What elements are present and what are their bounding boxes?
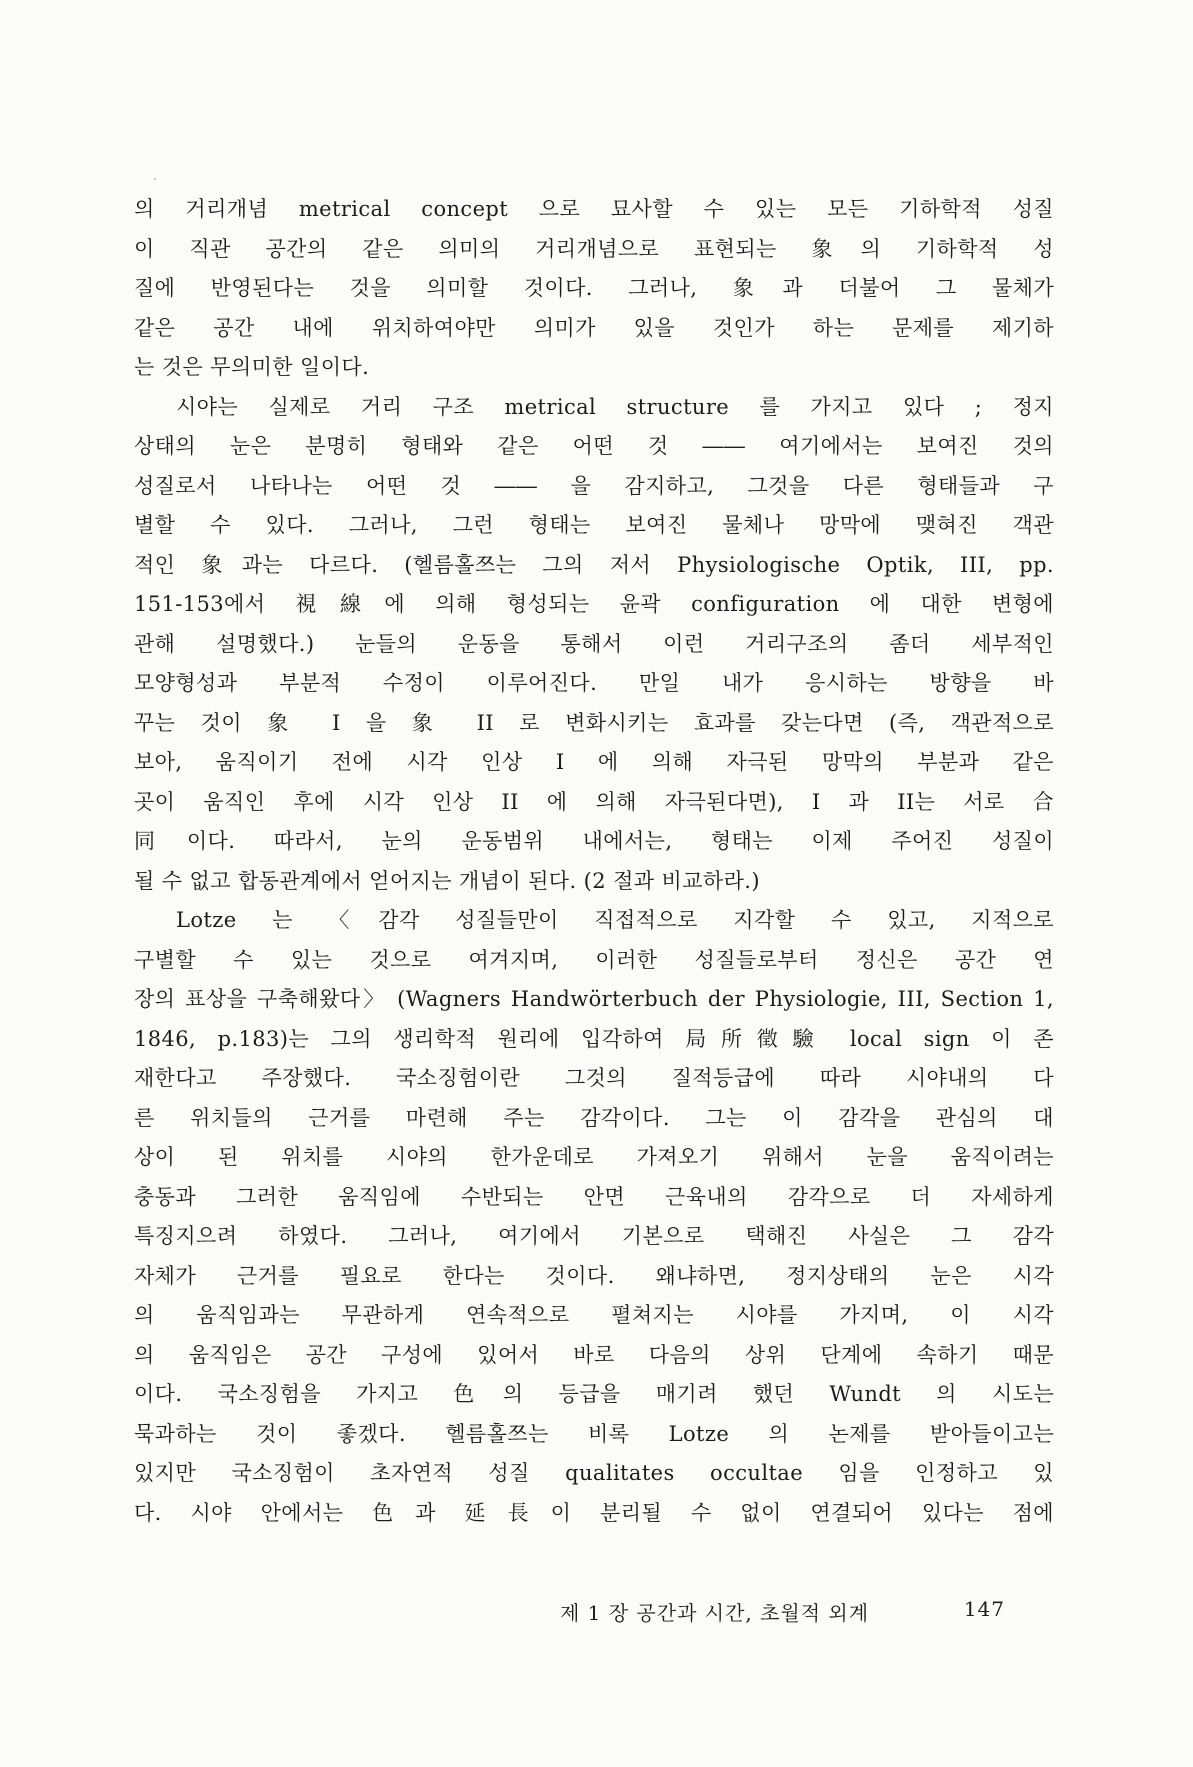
text-line: 장의 표상을 구축해왔다〉 (Wagners Handwörterbuch der Physiologie, III, Section 1,	[134, 987, 1054, 1011]
text-line: 른 위치들의 근거를 마련해 주는 감각이다. 그는 이 감각을 관심의 대	[134, 1105, 1054, 1130]
text-line: 151-153에서 視線에 의해 형성되는 윤곽 configuration 에 대한 변형에	[134, 592, 1054, 616]
scan-speck	[154, 178, 156, 180]
text-line: 다. 시야 안에서는 色과 延長이 분리될 수 없이 연결되어 있다는 점에	[134, 1500, 1054, 1525]
body-text	[134, 190, 1054, 1533]
text-line: 질에 반영된다는 것을 의미할 것이다. 그러나, 象과 더불어 그 물체가	[134, 276, 1054, 300]
text-line: Lotze 는 〈감각 성질들만이 직접적으로 지각할 수 있고, 지적으로	[176, 908, 1054, 932]
text-line: 있지만 국소징험이 초자연적 성질 qualitates occultae 임을 인정하고 있	[134, 1461, 1054, 1485]
text-line: 자체가 근거를 필요로 한다는 것이다. 왜냐하면, 정지상태의 눈은 시각	[134, 1263, 1054, 1288]
page-number: 147	[963, 1597, 1005, 1621]
text-line: 재한다고 주장했다. 국소징험이란 그것의 질적등급에 따라 시야내의 다	[134, 1066, 1054, 1090]
text-line: 관해 설명했다.) 눈들의 운동을 통해서 이런 거리구조의 좀더 세부적인	[134, 631, 1054, 656]
text-line: 같은 공간 내에 위치하여야만 의미가 있을 것인가 하는 문제를 제기하	[134, 315, 1054, 340]
text-line: 구별할 수 있는 것으로 여겨지며, 이러한 성질들로부터 정신은 공간 연	[134, 947, 1054, 972]
text-line: 될 수 없고 합동관계에서 얻어지는 개념이 된다. (2 절과 비교하라.)	[134, 868, 760, 893]
text-line: 이다. 국소징험을 가지고 色의 등급을 매기려 했던 Wundt 의 시도는	[134, 1382, 1054, 1406]
text-line: 꾸는 것이 象 I 을 象 II 로 변화시키는 효과를 갖는다면 (즉, 객관적으로	[134, 710, 1054, 735]
text-line: 성질로서 나타나는 어떤 것 ―― 을 감지하고, 그것을 다른 형태들과 구	[134, 473, 1054, 498]
text-line: 보아, 움직이기 전에 시각 인상 I 에 의해 자극된 망막의 부분과 같은	[134, 750, 1054, 774]
text-line: 별할 수 있다. 그러나, 그런 형태는 보여진 물체나 망막에 맺혀진 객관	[134, 513, 1054, 537]
text-line: 는 것은 무의미한 일이다.	[134, 355, 370, 379]
text-line: 충동과 그러한 움직임에 수반되는 안면 근육내의 감각으로 더 자세하게	[134, 1184, 1054, 1209]
page-footer	[560, 1597, 1005, 1626]
text-line: 곳이 움직인 후에 시각 인상 II 에 의해 자극된다면), I 과 II는 서로 合	[134, 789, 1054, 814]
text-line: 묵과하는 것이 좋겠다. 헬름홀쯔는 비록 Lotze 의 논제를 받아들이고는	[134, 1421, 1054, 1446]
text-line: 상이 된 위치를 시야의 한가운데로 가져오기 위해서 눈을 움직이려는	[134, 1145, 1054, 1169]
text-line: 적인 象과는 다르다. (헬름홀쯔는 그의 저서 Physiologische Optik, III, pp.	[134, 552, 1054, 577]
text-line: 모양형성과 부분적 수정이 이루어진다. 만일 내가 응시하는 방향을 바	[134, 671, 1054, 695]
text-line: 시야는 실제로 거리 구조 metrical structure 를 가지고 있다 ; 정지	[176, 394, 1054, 419]
text-line: 이 직관 공간의 같은 의미의 거리개념으로 표현되는 象의 기하학적 성	[134, 236, 1054, 261]
text-line: 同이다. 따라서, 눈의 운동범위 내에서는, 형태는 이제 주어진 성질이	[134, 829, 1054, 853]
text-line: 특징지으려 하였다. 그러나, 여기에서 기본으로 택해진 사실은 그 감각	[134, 1224, 1054, 1248]
text-line: 의 움직임과는 무관하게 연속적으로 펼쳐지는 시야를 가지며, 이 시각	[134, 1303, 1054, 1327]
text-line: 1846, p.183)는 그의 생리학적 원리에 입각하여 局所徵驗 local sign 이 존	[134, 1026, 1054, 1051]
text-line: 의 거리개념 metrical concept 으로 묘사할 수 있는 모든 기하학적 성질	[134, 197, 1054, 221]
text-line: 의 움직임은 공간 구성에 있어서 바로 다음의 상위 단계에 속하기 때문	[134, 1342, 1054, 1367]
text-line: 상태의 눈은 분명히 형태와 같은 어떤 것 ―― 여기에서는 보여진 것의	[134, 434, 1054, 458]
chapter-title: 제 1 장 공간과 시간, 초월적 외계	[560, 1601, 870, 1625]
